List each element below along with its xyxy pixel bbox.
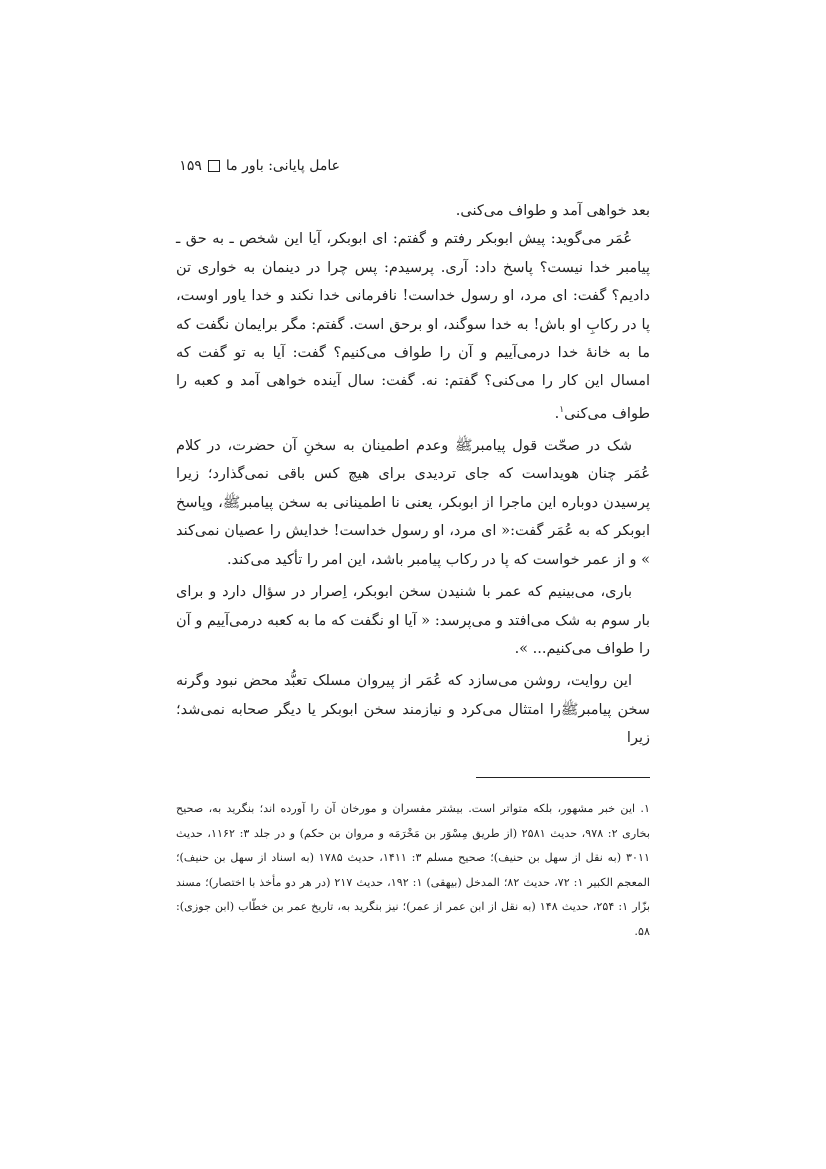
paragraph: این روایت، روشن می‌سازد که عُمَر از پیروان مسلک تعبُّد محض نبود وگرنه سخن پیامبرﷺ‌را امتثال می‌کرد و نیازمند سخن ابوبکر یا دیگر صحابه نمی‌شد؛ زیرا	[176, 673, 650, 747]
main-text	[176, 197, 650, 753]
footnotes	[176, 797, 650, 945]
paragraph: بعد خواهی آمد و طواف می‌کنی.	[455, 203, 650, 219]
footnote: ۱. این خبر مشهور، بلکه متواتر است. بیشتر مفسران و مورخان آن را آورده اند؛ بنگرید به، صحیح بخاری ۲: ۹۷۸، حدیث ۲۵۸۱ (از طریق مِسْوَر بن مَخْرَمَه و مروان بن حکم) و در جلد ۳: ۱۱۶۲، حدیث ۳۰۱۱ (به نقل از سهل بن حنیف)؛ صحیح مسلم ۳: ۱۴۱۱، حدیث ۱۷۸۵ (به اسناد از سهل بن حنیف)؛ المعجم الکبیر ۱: ۷۲، حدیث ۸۲؛ المدخل (بیهقی) ۱: ۱۹۲، حدیث ۲۱۷ (در هر دو مأخذ با اختصار)؛ مسند بزّار ۱: ۲۵۴، حدیث ۱۴۸ (به نقل از ابن عمر از عمر)؛ نیز بنگرید به، تاریخ عمر بن خطّاب (ابن جوزی): ۵۸.	[176, 802, 650, 938]
running-header	[179, 156, 340, 176]
paragraph: شک در صحّت قول پیامبرﷺ وعدم اطمینان به سخنِ آن حضرت، در کلام عُمَر چنان هویداست که جای تردیدی برای هیچ کس باقی نمی‌گذارد؛ زیرا پرسیدن دوباره این ماجرا از ابوبکر، یعنی نا اطمینانی به سخن پیامبرﷺ، وپاسخ ابوبکر که به عُمَر گفت:« ای مرد، او رسول خداست! خدایش را عصیان نمی‌کند » و از عمر خواست که پا در رکاب پیامبر باشد، این امر را تأکید می‌کند.	[176, 438, 651, 568]
footnote-reference[interactable]: ۱	[559, 404, 565, 415]
paragraph-text: عُمَر می‌گوید: پیش ابوبکر رفتم و گفتم: ای ابوبکر، آیا این شخص ـ به حق ـ پیامبر خدا نیست؟ پاسخ داد: آری. پرسیدم: پس چرا در دینمان به خواری تن دادیم؟ گفت: ای مرد، او رسول خداست! نافرمانی خدا نکند و خدا یاور اوست، پا در رکابِ او باش! به خدا سوگند، او برحق است. گفتم: مگر برایمان نگفت که ما به خانهٔ خدا درمی‌آییم و آن را طواف می‌کنیم؟ گفت: آیا به تو گفت که امسال این کار را می‌کنی؟ گفتم: نه. گفت: سال آینده خواهی آمد و کعبه را طواف می‌کنی	[176, 231, 650, 422]
paragraph	[176, 225, 650, 428]
page-number: ۱۵۹	[179, 158, 202, 174]
footnote-divider	[476, 777, 650, 778]
header-title: عامل پایانی: باور ما	[225, 158, 340, 174]
paragraph: باری، می‌بینیم که عمر با شنیدن سخن ابوبکر، اِصرار در سؤال دارد و برای بار سوم به شک می‌افتد و می‌پرسد: « آیا او نگفت که ما به کعبه درمی‌آییم و آن را طواف می‌کنیم... ».	[176, 584, 650, 657]
square-icon	[208, 160, 220, 172]
paragraph-period: .	[554, 405, 560, 422]
